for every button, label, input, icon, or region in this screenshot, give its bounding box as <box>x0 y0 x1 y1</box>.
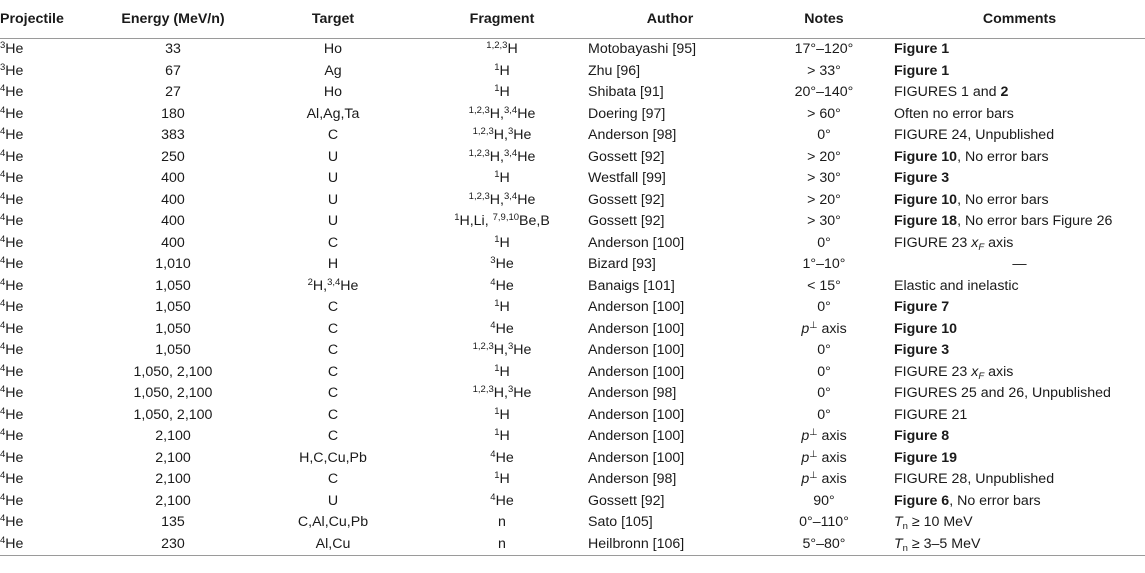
cell-author: Anderson [100] <box>588 449 685 466</box>
table-row <box>0 211 1145 233</box>
cell-projectile: $^4$He <box>0 362 24 380</box>
cell-projectile: $^4$He <box>0 190 24 208</box>
table-row <box>0 168 1145 190</box>
cell-author: Zhu [96] <box>588 62 641 79</box>
table-row <box>0 190 1145 212</box>
cell-fragment: $^1$H <box>494 298 510 315</box>
cell-target: C <box>327 471 339 487</box>
cell-target: U <box>327 191 339 208</box>
cell-energy: 1,050 <box>155 299 191 315</box>
cell-comments: Figure 1 <box>894 62 950 79</box>
cell-author: Gossett [92] <box>588 213 665 229</box>
cell-comments: Figure 8 <box>894 428 950 444</box>
cell-projectile: $^4$He <box>0 341 24 358</box>
cell-notes: 90° <box>813 492 835 509</box>
cell-projectile: $^4$He <box>0 534 98 556</box>
cell-author: Anderson [100] <box>588 320 685 337</box>
cell-author: Anderson [100] <box>588 234 685 251</box>
cell-projectile: $^4$He <box>0 104 24 122</box>
cell-notes: p⊥ axis <box>801 448 847 466</box>
cell-comments: Figure 6, No error bars <box>894 492 1041 509</box>
cell-notes: 0° <box>817 342 831 358</box>
cell-energy: 1,010 <box>155 256 191 272</box>
cell-energy: 400 <box>161 191 185 208</box>
cell-fragment: $^1$H <box>494 233 510 251</box>
header-energy: Energy (MeV/n) <box>98 0 248 39</box>
cell-comments: FIGURE 21 <box>894 406 968 423</box>
cell-target: Al,Cu <box>248 534 418 556</box>
table-row <box>0 534 1145 556</box>
cell-target: Ho <box>323 84 343 100</box>
cell-target: Ho <box>323 41 343 57</box>
cell-energy: 230 <box>98 534 248 556</box>
cell-author: Anderson [98] <box>588 127 677 143</box>
cell-energy: 1,050 <box>155 342 191 358</box>
cell-notes: 0° <box>817 127 831 143</box>
cell-comments: Elastic and inelastic <box>894 277 1019 294</box>
cell-projectile: $^4$He <box>0 491 24 509</box>
cell-comments: FIGURE 24, Unpublished <box>894 127 1055 143</box>
cell-target: C,Al,Cu,Pb <box>297 514 369 530</box>
table-row <box>0 233 1145 255</box>
cell-notes: > 33° <box>807 62 841 79</box>
cell-comments: FIGURE 23 $x_F$ axis <box>894 234 1014 253</box>
cell-target: Ag <box>324 62 342 79</box>
cell-notes: 0°–110° <box>799 514 849 530</box>
cell-fragment: $^{1,2,3}$H <box>486 40 518 57</box>
cell-notes: 0° <box>817 299 831 315</box>
cell-author: Shibata [91] <box>588 84 664 100</box>
cell-comments: $T_n \ge 10$ MeV <box>894 514 973 532</box>
cell-author: Sato [105] <box>588 514 653 530</box>
cell-projectile: $^4$He <box>0 212 24 229</box>
cell-target: C <box>327 299 339 315</box>
cell-author: Anderson [100] <box>588 428 685 444</box>
cell-projectile: $^4$He <box>0 233 24 251</box>
cell-projectile: $^3$He <box>0 61 24 79</box>
table-row <box>0 319 1145 341</box>
cell-target: H,C,Cu,Pb <box>299 449 367 466</box>
cell-notes: 0° <box>817 234 831 251</box>
cell-notes: 17°–120° <box>794 41 854 57</box>
cell-energy: 400 <box>161 170 185 186</box>
cell-fragment: $^{1,2,3}$H,$^3$He <box>472 384 532 401</box>
cell-energy: 400 <box>161 213 185 229</box>
table-row <box>0 276 1145 298</box>
cell-projectile: $^4$He <box>0 513 24 530</box>
cell-comments: $T_n \ge 3-5$ MeV <box>894 534 1145 556</box>
header-fragment: Fragment <box>418 0 586 39</box>
cell-projectile: $^4$He <box>0 405 24 423</box>
cell-projectile: $^4$He <box>0 319 24 337</box>
cell-fragment: $^1$H <box>494 61 510 79</box>
cell-energy: 33 <box>165 41 181 57</box>
cell-comments: Figure 10, No error bars <box>894 191 1049 208</box>
cell-notes: 0° <box>817 363 831 380</box>
table-row <box>0 104 1145 126</box>
table-row <box>0 147 1145 169</box>
cell-author: Bizard [93] <box>588 256 656 272</box>
table-row <box>0 39 1145 61</box>
cell-notes: < 15° <box>807 277 841 294</box>
table-row <box>0 61 1145 83</box>
table-row <box>0 82 1145 104</box>
table-row <box>0 383 1145 405</box>
cell-fragment: $^{1,2,3}$H,$^{3,4}$He <box>468 104 536 122</box>
cell-target: C <box>327 127 339 143</box>
table-row <box>0 297 1145 319</box>
cell-author: Motobayashi [95] <box>588 41 697 57</box>
table-row <box>0 426 1145 448</box>
cell-fragment: $^3$He <box>490 255 514 272</box>
cell-projectile: $^4$He <box>0 126 24 143</box>
cell-target: U <box>327 148 339 165</box>
cell-fragment: $^1$H <box>494 83 510 100</box>
cell-author: Anderson [98] <box>588 471 677 487</box>
cell-fragment: $^1$H,Li, $^{7,9,10}$Be,B <box>454 212 550 229</box>
cell-fragment: n <box>498 514 506 530</box>
cell-author: Gossett [92] <box>588 492 665 509</box>
cell-target: $^2$H,$^{3,4}$He <box>307 276 359 294</box>
cell-projectile: $^4$He <box>0 255 24 272</box>
cell-comments: — <box>1012 256 1027 272</box>
header-projectile: Projectile <box>0 0 98 39</box>
cell-comments: Often no error bars <box>894 105 1014 122</box>
cell-energy: 2,100 <box>155 428 191 444</box>
table-row <box>0 362 1145 384</box>
cell-target: U <box>327 213 339 229</box>
cell-energy: 1,050 <box>155 320 191 337</box>
cell-energy: 1,050, 2,100 <box>133 363 213 380</box>
cell-author: Anderson [100] <box>588 406 685 423</box>
cell-notes: 0° <box>817 406 831 423</box>
cell-projectile: $^4$He <box>0 427 24 444</box>
cell-energy: 180 <box>161 105 185 122</box>
cell-target: C <box>327 342 339 358</box>
table-row <box>0 125 1145 147</box>
header-comments: Comments <box>894 0 1145 39</box>
cell-target: C <box>327 320 339 337</box>
cell-comments: Figure 3 <box>894 170 950 186</box>
cell-energy: 400 <box>161 234 185 251</box>
cell-projectile: $^4$He <box>0 83 24 100</box>
cell-notes: 5°–80° <box>754 534 894 556</box>
cell-comments: Figure 19 <box>894 449 958 466</box>
header-target: Target <box>248 0 418 39</box>
cell-target: C <box>327 406 339 423</box>
cell-energy: 2,100 <box>155 492 191 509</box>
cell-target: U <box>327 170 339 186</box>
cell-energy: 250 <box>161 148 185 165</box>
cell-projectile: $^4$He <box>0 448 24 466</box>
cell-target: C <box>327 234 339 251</box>
cell-target: Al,Ag,Ta <box>306 105 360 122</box>
cell-energy: 135 <box>161 514 185 530</box>
cell-projectile: $^4$He <box>0 169 24 186</box>
cell-target: H <box>327 256 339 272</box>
cell-energy: 1,050 <box>155 277 191 294</box>
cell-author: Gossett [92] <box>588 191 665 208</box>
cell-energy: 2,100 <box>155 471 191 487</box>
cell-author: Gossett [92] <box>588 148 665 165</box>
cell-energy: 1,050, 2,100 <box>133 385 213 401</box>
cell-author: Banaigs [101] <box>588 277 675 294</box>
cell-fragment: $^4$He <box>490 276 514 294</box>
header-row <box>0 0 1145 39</box>
cell-author: Anderson [100] <box>588 363 685 380</box>
cell-author: Westfall [99] <box>588 170 666 186</box>
cell-comments: Figure 10 <box>894 320 958 337</box>
cell-comments: Figure 10, No error bars <box>894 148 1049 165</box>
cell-fragment: $^1$H <box>494 405 510 423</box>
cell-fragment: $^{1,2,3}$H,$^3$He <box>472 341 532 358</box>
cell-fragment: $^4$He <box>490 319 514 337</box>
cell-notes: 0° <box>817 385 831 401</box>
cell-notes: > 20° <box>807 148 841 165</box>
cell-comments: FIGURE 28, Unpublished <box>894 471 1055 487</box>
cell-comments: Figure 3 <box>894 342 950 358</box>
table-body <box>0 39 1145 556</box>
cell-author: Anderson [98] <box>588 385 677 401</box>
cell-energy: 2,100 <box>155 449 191 466</box>
cell-comments: Figure 7 <box>894 299 950 315</box>
cell-projectile: $^4$He <box>0 147 24 165</box>
cell-comments: Figure 1 <box>894 41 950 57</box>
cell-comments: FIGURES 1 and 2 <box>894 84 1009 100</box>
cell-projectile: $^3$He <box>0 40 24 57</box>
cell-fragment: $^{1,2,3}$H,$^{3,4}$He <box>468 147 536 165</box>
cell-fragment: $^{1,2,3}$H,$^3$He <box>472 126 532 143</box>
cell-target: C <box>327 363 339 380</box>
cell-projectile: $^4$He <box>0 276 24 294</box>
cell-notes: 20°–140° <box>794 84 854 100</box>
cell-notes: p⊥ axis <box>801 427 847 444</box>
table-row <box>0 448 1145 470</box>
table-row <box>0 469 1145 491</box>
cell-author: Heilbronn [106] <box>586 534 754 556</box>
cell-author: Anderson [100] <box>588 299 685 315</box>
cell-fragment: $^1$H <box>494 470 510 487</box>
cell-projectile: $^4$He <box>0 298 24 315</box>
cell-comments: Figure 18, No error bars Figure 26 <box>894 213 1113 229</box>
table-row <box>0 512 1145 534</box>
cell-fragment: n <box>418 534 586 556</box>
cell-author: Doering [97] <box>588 105 666 122</box>
cell-energy: 1,050, 2,100 <box>133 406 213 423</box>
cell-energy: 383 <box>161 127 185 143</box>
table-row <box>0 491 1145 513</box>
cell-target: U <box>327 492 339 509</box>
table-row <box>0 405 1145 427</box>
cell-projectile: $^4$He <box>0 384 24 401</box>
cell-notes: > 20° <box>807 191 841 208</box>
cell-comments: FIGURES 25 and 26, Unpublished <box>894 385 1111 401</box>
cell-notes: > 60° <box>807 105 841 122</box>
cell-energy: 67 <box>165 62 181 79</box>
cell-target: C <box>327 428 339 444</box>
cell-notes: 1°–10° <box>802 256 846 272</box>
cell-notes: > 30° <box>807 170 841 186</box>
header-author: Author <box>586 0 754 39</box>
cell-fragment: $^{1,2,3}$H,$^{3,4}$He <box>468 190 536 208</box>
cell-notes: > 30° <box>807 213 841 229</box>
cell-projectile: $^4$He <box>0 470 24 487</box>
header-notes: Notes <box>754 0 894 39</box>
cell-notes: p⊥ axis <box>801 319 847 337</box>
cell-fragment: $^1$H <box>494 362 510 380</box>
cell-author: Anderson [100] <box>588 342 685 358</box>
cell-energy: 27 <box>165 84 181 100</box>
cell-target: C <box>327 385 339 401</box>
cell-notes: p⊥ axis <box>801 470 847 487</box>
cell-comments: FIGURE 23 $x_F$ axis <box>894 363 1014 382</box>
cell-fragment: $^1$H <box>494 427 510 444</box>
table-row <box>0 254 1145 276</box>
cell-fragment: $^4$He <box>490 491 514 509</box>
cell-fragment: $^4$He <box>490 448 514 466</box>
cell-fragment: $^1$H <box>494 169 510 186</box>
table-row <box>0 340 1145 362</box>
